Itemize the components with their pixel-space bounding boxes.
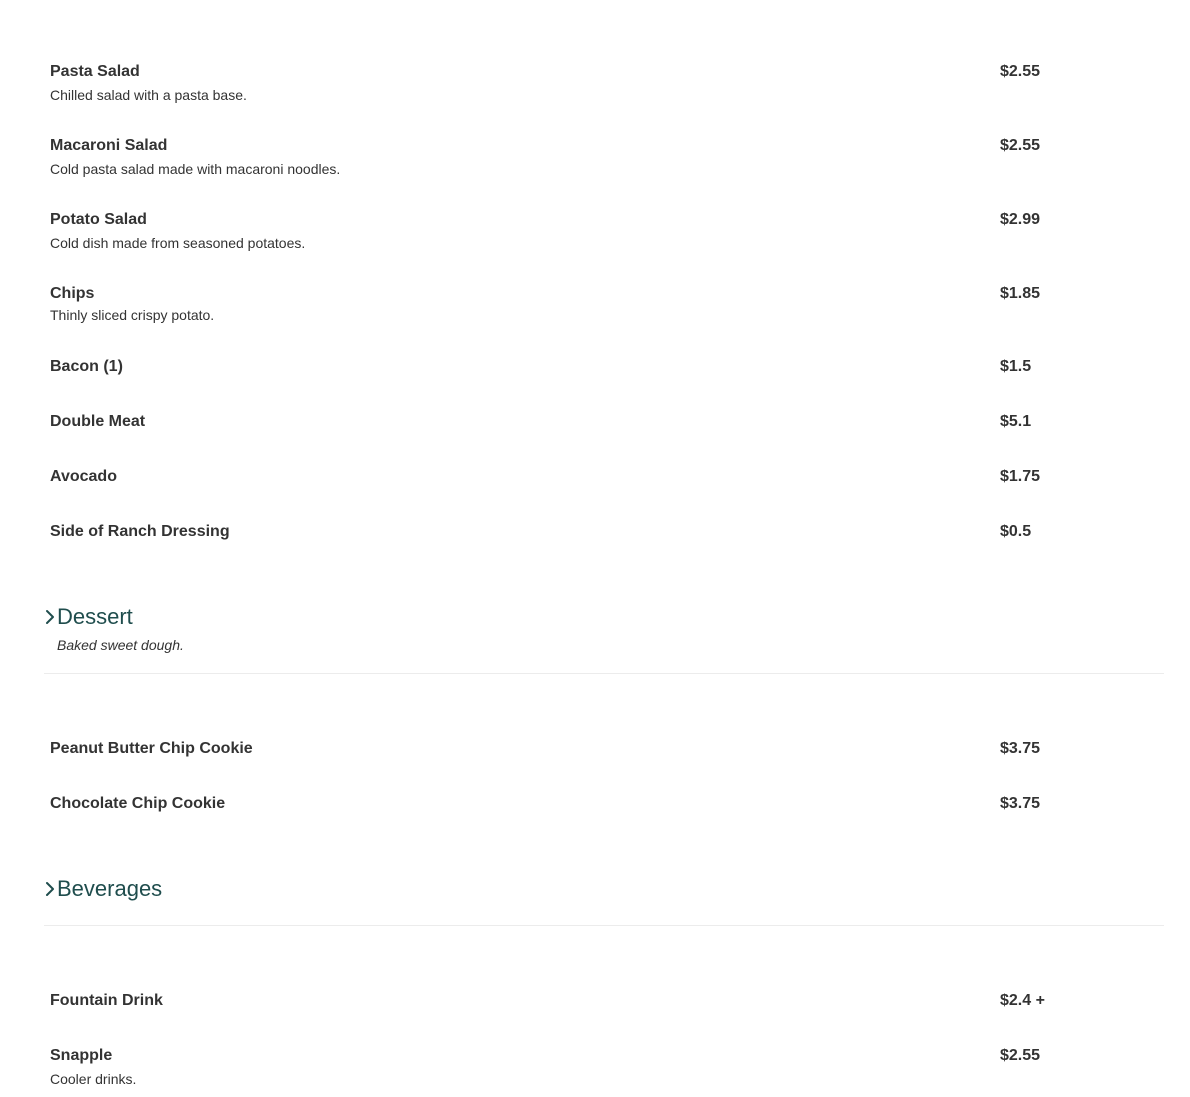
item-price: $2.55 — [1000, 137, 1041, 154]
item-description: Cooler drinks. — [50, 1071, 137, 1087]
section-divider — [44, 673, 1164, 674]
item-price: $5.1 — [1000, 413, 1032, 430]
section-toggle-beverages[interactable] — [44, 874, 162, 904]
item-name: Avocado — [50, 468, 117, 485]
section-title: Beverages — [57, 876, 163, 901]
item-price: $2.4 + — [1000, 992, 1045, 1009]
item-name: Bacon (1) — [50, 358, 123, 375]
item-price: $1.75 — [1000, 468, 1041, 485]
item-price: $3.75 — [1000, 740, 1041, 757]
item-name: Peanut Butter Chip Cookie — [50, 740, 253, 757]
item-name: Fountain Drink — [50, 992, 163, 1009]
section-header-beverages — [44, 874, 1164, 914]
section-title: Dessert — [57, 604, 133, 629]
item-name: Snapple — [50, 1047, 113, 1064]
item-name: Macaroni Salad — [50, 137, 168, 154]
item-description: Chilled salad with a pasta base. — [50, 87, 247, 103]
item-price: $0.5 — [1000, 523, 1032, 540]
item-description: Cold pasta salad made with macaroni noodles. — [50, 161, 341, 177]
section-divider — [44, 925, 1164, 926]
item-price: $1.5 — [1000, 358, 1032, 375]
item-price: $2.99 — [1000, 211, 1041, 228]
item-description: Thinly sliced crispy potato. — [50, 307, 215, 323]
chevron-right-icon — [44, 609, 56, 625]
item-name: Chocolate Chip Cookie — [50, 795, 226, 812]
section-header-dessert — [44, 602, 1164, 682]
item-name: Double Meat — [50, 413, 146, 430]
item-price: $1.85 — [1000, 285, 1041, 302]
section-description: Baked sweet dough. — [57, 637, 184, 653]
section-toggle-dessert[interactable] — [44, 602, 133, 632]
item-name: Potato Salad — [50, 211, 147, 228]
item-name: Pasta Salad — [50, 63, 140, 80]
item-name: Chips — [50, 285, 95, 302]
item-description: Cold dish made from seasoned potatoes. — [50, 235, 306, 251]
item-name: Side of Ranch Dressing — [50, 523, 230, 540]
chevron-right-icon — [44, 881, 56, 897]
item-price: $3.75 — [1000, 795, 1041, 812]
item-price: $2.55 — [1000, 1047, 1041, 1064]
item-price: $2.55 — [1000, 63, 1041, 80]
